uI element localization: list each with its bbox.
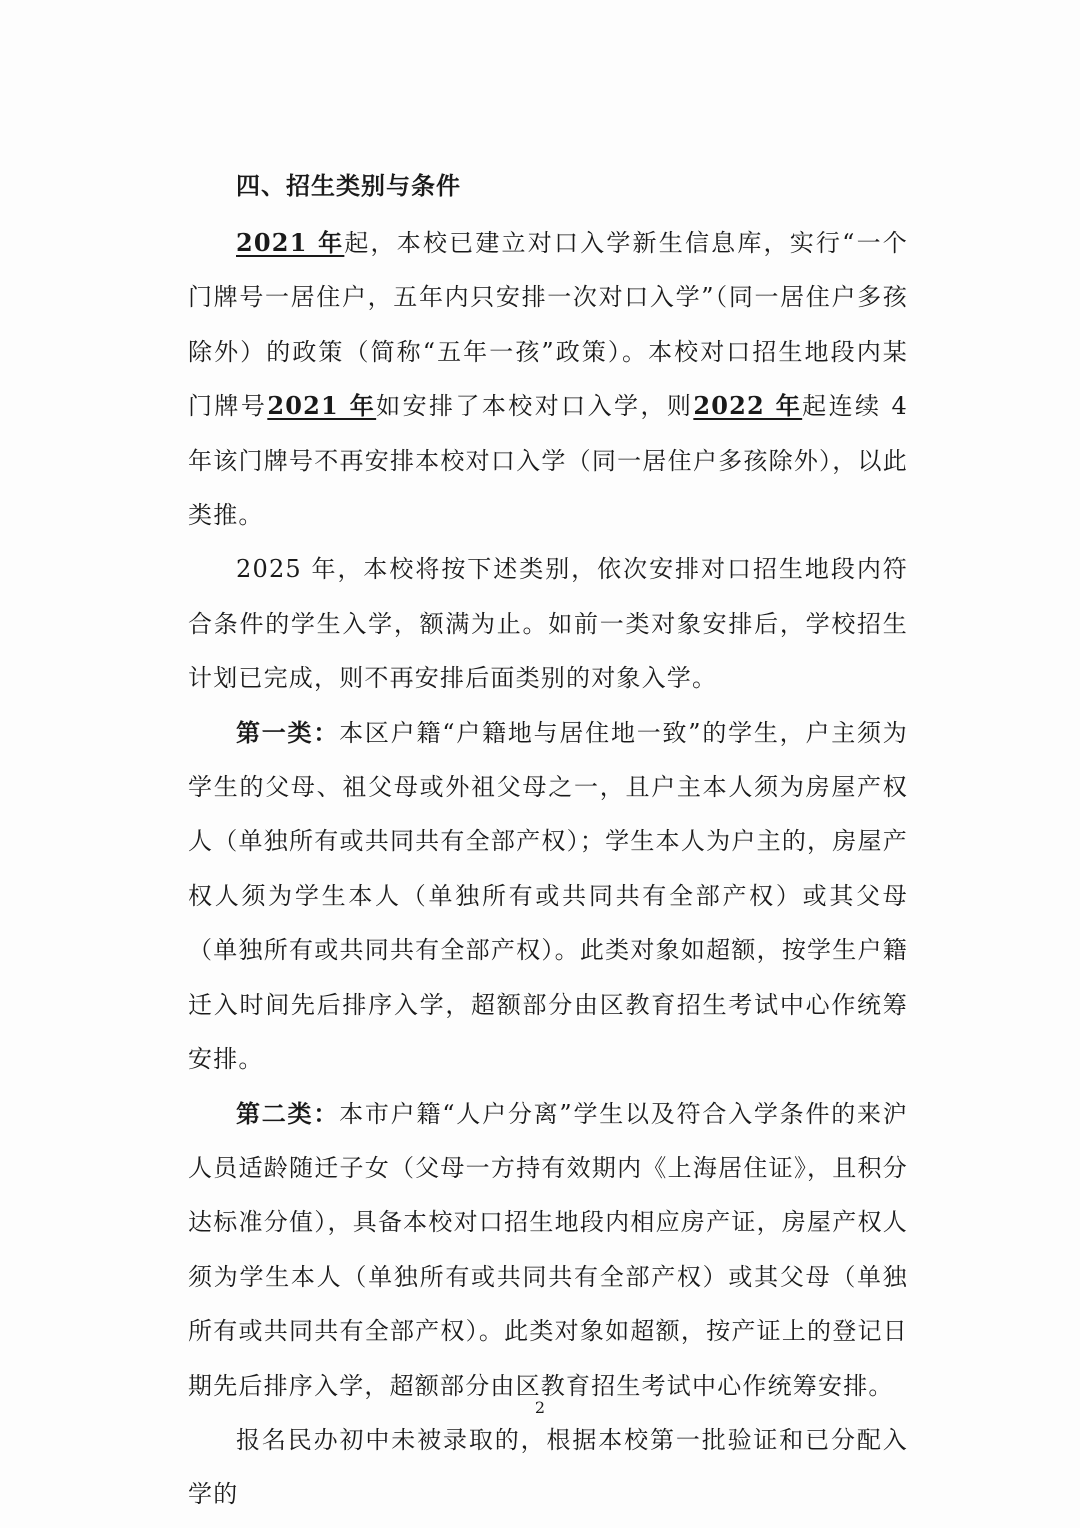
paragraph-text: 起，本校已建立对口入学新生信息库，实行“一个门牌号一居住户，五年内只安排一次对口入学”（同一居住户多孩除外）的政策（简称“五年一孩”政策）。本校对口招生地段内某门牌号: [188, 229, 908, 421]
paragraph-text: 报名民办初中未被录取的，根据本校第一批验证和已分配入学的: [188, 1425, 908, 1509]
underlined-year: 2021 年: [267, 391, 377, 421]
underlined-year: 2021 年: [236, 228, 345, 257]
paragraph-text: 如安排了本校对口入学，则: [376, 392, 694, 421]
paragraph-category-1: [188, 706, 908, 1087]
category-label: 第一类：: [236, 717, 340, 747]
paragraph-private-school: [188, 1413, 908, 1522]
category-label: 第二类：: [236, 1098, 340, 1128]
paragraph-text: 2025 年，本校将按下述类别，依次安排对口招生地段内符合条件的学生入学，额满为止。如前一类对象安排后，学校招生计划已完成，则不再安排后面类别的对象入学。: [188, 555, 908, 693]
section-heading: 四、招生类别与条件: [236, 172, 461, 200]
document-body: [188, 162, 908, 1522]
paragraph-order: [188, 542, 908, 705]
paragraph-policy: [188, 216, 908, 542]
page-number: 2: [534, 1398, 546, 1417]
paragraph-text: 本市户籍“人户分离”学生以及符合入学条件的来沪人员适龄随迁子女（父母一方持有效期内《上海居住证》，且积分达标准分值），具备本校对口招生地段内相应房产证，房屋产权人须为学生本人（单独所有或共同共有全部产权）或其父母（单独所有或共同共有全部产权）。此类对象如超额，按产证上的登记日期先后排序入学，超额部分由区教育招生考试中心作统筹安排。: [188, 1099, 908, 1400]
paragraph-category-2: [188, 1087, 908, 1413]
paragraph-text: 本区户籍“户籍地与居住地一致”的学生，户主须为学生的父母、祖父母或外祖父母之一，且户主本人须为房屋产权人（单独所有或共同共有全部产权）；学生本人为户主的，房屋产权人须为学生本人（单独所有或共同共有全部产权）或其父母（单独所有或共同共有全部产权）。此类对象如超额，按学生户籍迁入时间先后排序入学，超额部分由区教育招生考试中心作统筹安排。: [188, 718, 908, 1074]
paragraph-text: 起连续 4 年该门牌号不再安排本校对口入学（同一居住户多孩除外），以此类推。: [188, 392, 909, 530]
underlined-year: 2022 年: [693, 391, 803, 421]
